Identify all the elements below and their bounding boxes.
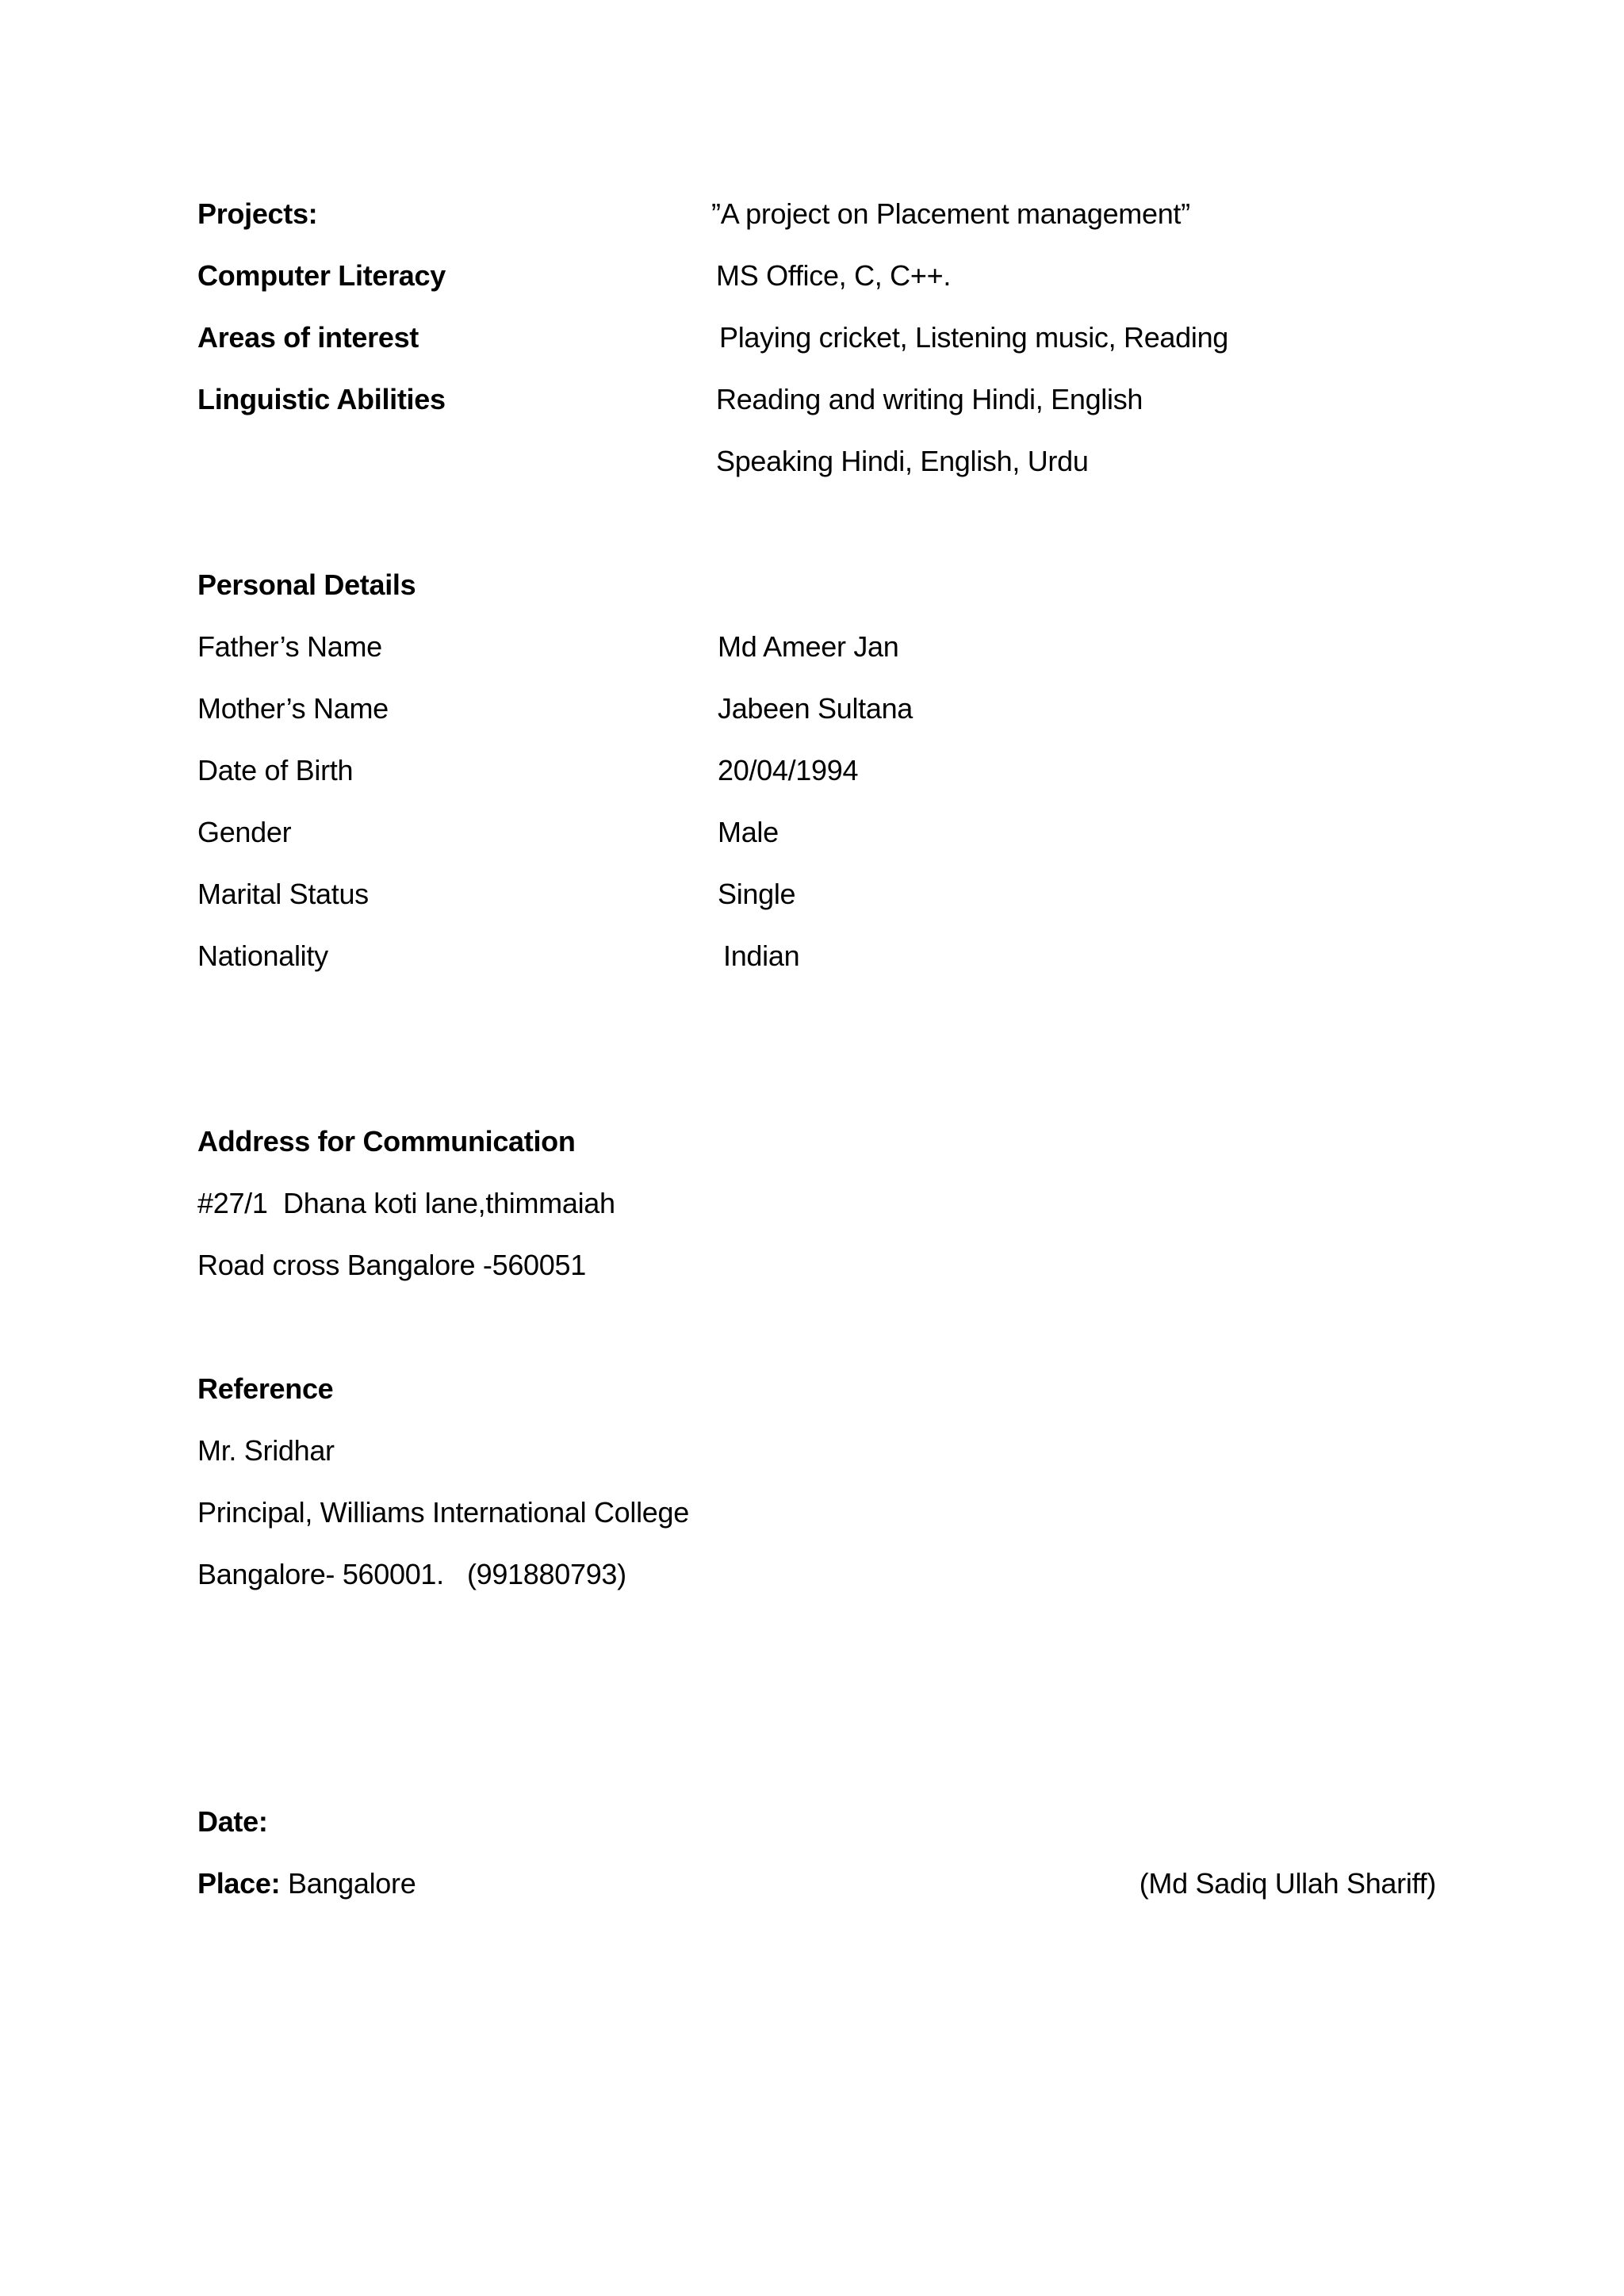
address-line-2: Road cross Bangalore -560051 [197, 1249, 586, 1281]
reference-title: Principal, Williams International College [197, 1496, 689, 1529]
date-of-birth-value: 20/04/1994 [718, 754, 859, 786]
projects-value: ”A project on Placement management” [711, 197, 1190, 230]
linguistic-abilities-label: Linguistic Abilities [197, 383, 446, 415]
fathers-name-value: Md Ameer Jan [718, 630, 899, 663]
place-value: Bangalore [280, 1867, 416, 1900]
nationality-value: Indian [723, 939, 800, 972]
linguistic-abilities-value-2: Speaking Hindi, English, Urdu [716, 445, 1089, 477]
projects-label: Projects: [197, 197, 318, 230]
nationality-label: Nationality [197, 939, 328, 972]
marital-status-label: Marital Status [197, 878, 369, 910]
personal-details-heading: Personal Details [197, 568, 416, 601]
place-label: Place: [197, 1867, 281, 1900]
address-line-1: #27/1 Dhana koti lane,thimmaiah [197, 1187, 615, 1219]
mothers-name-label: Mother’s Name [197, 692, 389, 725]
gender-label: Gender [197, 816, 292, 848]
reference-contact: Bangalore- 560001. (991880793) [197, 1558, 626, 1590]
computer-literacy-value: MS Office, C, C++. [716, 259, 952, 292]
mothers-name-value: Jabeen Sultana [718, 692, 914, 725]
areas-of-interest-label: Areas of interest [197, 321, 419, 354]
areas-of-interest-value: Playing cricket, Listening music, Reading [719, 321, 1229, 354]
date-label: Date: [197, 1805, 268, 1838]
reference-heading: Reference [197, 1372, 334, 1405]
date-of-birth-label: Date of Birth [197, 754, 354, 786]
fathers-name-label: Father’s Name [197, 630, 382, 663]
gender-value: Male [718, 816, 779, 848]
computer-literacy-label: Computer Literacy [197, 259, 446, 292]
place-line [197, 1866, 416, 1901]
address-heading: Address for Communication [197, 1125, 576, 1158]
linguistic-abilities-value-1: Reading and writing Hindi, English [716, 383, 1143, 415]
marital-status-value: Single [718, 878, 796, 910]
signature-name: (Md Sadiq Ullah Shariff) [1139, 1867, 1436, 1900]
reference-name: Mr. Sridhar [197, 1434, 335, 1467]
